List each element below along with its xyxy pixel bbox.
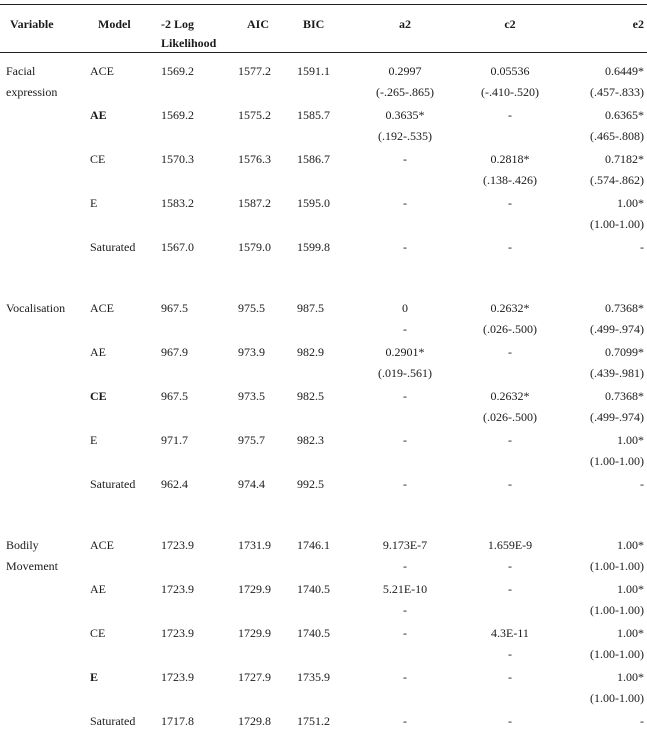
e2-cell: 1.00* [617,433,644,447]
model-cell: ACE [90,64,114,78]
header-bottom-rule [0,52,647,53]
header-variable: Variable [10,17,54,31]
header-e2: e2 [632,17,644,31]
e2-cell: 1.00* [617,626,644,640]
aic-cell: 1576.3 [238,152,271,166]
header-log-likelihood-line1: -2 Log [161,17,194,31]
a2-ci-cell: (.019-.561) [378,366,432,380]
log-likelihood-cell: 1583.2 [161,196,194,210]
bic-cell: 982.9 [297,345,324,359]
aic-cell: 1727.9 [238,670,271,684]
variable-label: Bodily [6,538,39,552]
aic-cell: 1579.0 [238,240,271,254]
model-cell: E [90,433,98,447]
aic-cell: 975.7 [238,433,265,447]
e2-cell: - [640,714,644,728]
model-cell: ACE [90,538,114,552]
aic-cell: 973.5 [238,389,265,403]
a2-ci-cell: (-.265-.865) [376,85,434,99]
bic-cell: 1586.7 [297,152,330,166]
a2-ci-cell: - [403,322,407,336]
e2-ci-cell: (.465-.808) [590,129,644,143]
c2-cell: 1.659E-9 [487,538,533,552]
bic-cell: 1735.9 [297,670,330,684]
c2-cell: - [508,582,512,596]
log-likelihood-cell: 1569.2 [161,64,194,78]
variable-label-line2: Movement [6,559,58,573]
log-likelihood-cell: 967.9 [161,345,188,359]
a2-cell: 0.3635* [385,108,425,122]
model-cell: AE [90,582,106,596]
log-likelihood-cell: 971.7 [161,433,188,447]
c2-cell: 0.2818* [490,152,530,166]
e2-cell: 0.7099* [605,345,644,359]
bic-cell: 1595.0 [297,196,330,210]
e2-cell: 0.6449* [605,64,644,78]
a2-ci-cell: (.192-.535) [378,129,432,143]
log-likelihood-cell: 1723.9 [161,538,194,552]
aic-cell: 1729.8 [238,714,271,728]
c2-cell: 0.05536 [490,64,530,78]
log-likelihood-cell: 1569.2 [161,108,194,122]
a2-cell: - [403,626,407,640]
c2-cell: - [508,477,512,491]
a2-cell: 9.173E-7 [382,538,428,552]
c2-cell: - [508,108,512,122]
log-likelihood-cell: 1717.8 [161,714,194,728]
bic-cell: 1591.1 [297,64,330,78]
c2-ci-cell: (-.410-.520) [481,85,539,99]
log-likelihood-cell: 962.4 [161,477,188,491]
e2-ci-cell: (.457-.833) [590,85,644,99]
header-model: Model [98,17,131,31]
e2-cell: 0.7368* [605,389,644,403]
c2-cell: - [508,196,512,210]
bic-cell: 982.3 [297,433,324,447]
aic-cell: 1729.9 [238,626,271,640]
e2-ci-cell: (1.00-1.00) [590,559,644,573]
a2-cell: 0.2901* [385,345,425,359]
log-likelihood-cell: 967.5 [161,301,188,315]
aic-cell: 1577.2 [238,64,271,78]
model-cell: AE [90,345,106,359]
e2-cell: 0.7368* [605,301,644,315]
log-likelihood-cell: 1723.9 [161,582,194,596]
c2-ci-cell: (.026-.500) [483,322,537,336]
e2-ci-cell: (1.00-1.00) [590,603,644,617]
bic-cell: 1585.7 [297,108,330,122]
header-aic: AIC [247,17,270,31]
e2-cell: 1.00* [617,582,644,596]
model-cell: CE [90,389,107,403]
e2-ci-cell: (1.00-1.00) [590,454,644,468]
log-likelihood-cell: 1567.0 [161,240,194,254]
bic-cell: 992.5 [297,477,324,491]
e2-cell: 1.00* [617,670,644,684]
c2-ci-cell: (.026-.500) [483,410,537,424]
model-cell: E [90,196,98,210]
a2-cell: - [403,714,407,728]
log-likelihood-cell: 1570.3 [161,152,194,166]
aic-cell: 1731.9 [238,538,271,552]
model-cell: ACE [90,301,114,315]
a2-cell: - [403,477,407,491]
model-cell: Saturated [90,714,136,728]
header-c2: c2 [504,17,516,31]
e2-cell: 0.7182* [605,152,644,166]
bic-cell: 1740.5 [297,582,330,596]
bic-cell: 987.5 [297,301,324,315]
c2-cell: - [508,240,512,254]
a2-cell: - [403,240,407,254]
variable-label: Vocalisation [6,301,66,315]
variable-label-line2: expression [6,85,58,99]
model-cell: E [90,670,99,684]
e2-cell: 1.00* [617,196,644,210]
model-cell: CE [90,152,106,166]
c2-ci-cell: (.138-.426) [483,173,537,187]
aic-cell: 974.4 [238,477,265,491]
model-cell: Saturated [90,240,136,254]
e2-ci-cell: (1.00-1.00) [590,691,644,705]
a2-cell: 0.2997 [388,64,422,78]
c2-cell: 4.3E-11 [491,626,529,640]
aic-cell: 1587.2 [238,196,271,210]
bic-cell: 1751.2 [297,714,330,728]
c2-cell: 0.2632* [490,389,530,403]
a2-cell: - [403,196,407,210]
table-top-rule [0,4,647,5]
log-likelihood-cell: 1723.9 [161,626,194,640]
aic-cell: 1729.9 [238,582,271,596]
bic-cell: 1599.8 [297,240,330,254]
c2-cell: 0.2632* [490,301,530,315]
aic-cell: 1575.2 [238,108,271,122]
bic-cell: 1746.1 [297,538,330,552]
c2-cell: - [508,714,512,728]
e2-cell: - [640,240,644,254]
aic-cell: 973.9 [238,345,265,359]
log-likelihood-cell: 967.5 [161,389,188,403]
e2-ci-cell: (1.00-1.00) [590,647,644,661]
c2-cell: - [508,433,512,447]
c2-ci-cell: - [508,647,512,661]
e2-ci-cell: (.499-.974) [590,410,644,424]
a2-cell: - [403,389,407,403]
e2-ci-cell: (.574-.862) [590,173,644,187]
a2-ci-cell: - [403,559,407,573]
model-cell: AE [90,108,107,122]
header-log-likelihood-line2: Likelihood [161,36,217,50]
e2-ci-cell: (.439-.981) [590,366,644,380]
a2-cell: 5.21E-10 [382,582,428,596]
e2-ci-cell: (.499-.974) [590,322,644,336]
aic-cell: 975.5 [238,301,265,315]
model-cell: Saturated [90,477,136,491]
a2-ci-cell: - [403,603,407,617]
a2-cell: - [403,152,407,166]
e2-cell: 0.6365* [605,108,644,122]
a2-cell: - [403,433,407,447]
e2-cell: 1.00* [617,538,644,552]
a2-cell: - [403,670,407,684]
log-likelihood-cell: 1723.9 [161,670,194,684]
bic-cell: 982.5 [297,389,324,403]
bic-cell: 1740.5 [297,626,330,640]
c2-cell: - [508,345,512,359]
e2-ci-cell: (1.00-1.00) [590,217,644,231]
variable-label: Facial [6,64,36,78]
header-a2: a2 [399,17,411,31]
model-cell: CE [90,626,106,640]
a2-cell: 0 [402,301,408,315]
header-bic: BIC [303,17,325,31]
c2-ci-cell: - [508,559,512,573]
c2-cell: - [508,670,512,684]
e2-cell: - [640,477,644,491]
